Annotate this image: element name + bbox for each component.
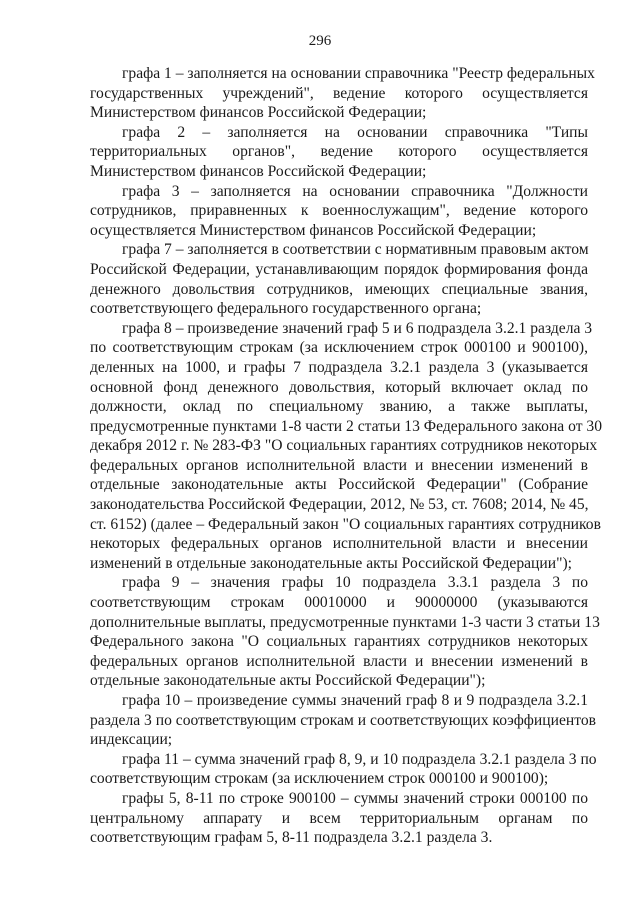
- paragraph: [90, 691, 596, 750]
- paragraph-line: графа 11 – сумма значений граф 8, 9, и 10 подраздела 3.2.1 раздела 3 по: [122, 750, 597, 768]
- paragraph-line: графа 3 – заполняется на основании справочника "Должности: [122, 182, 588, 200]
- paragraph-line: территориальных органов", ведение которого осуществляется: [90, 143, 588, 161]
- paragraph-line: графа 2 – заполняется на основании справочника "Типы: [122, 123, 588, 141]
- paragraph-line: ст. 6152) (далее – Федеральный закон "О социальных гарантиях сотрудников: [90, 515, 601, 533]
- paragraph-line: Федерального закона "О социальных гарантиях сотрудников некоторых: [90, 633, 588, 651]
- paragraph-line: графа 10 – произведение суммы значений граф 8 и 9 подраздела 3.2.1: [122, 692, 588, 709]
- paragraph: [90, 123, 588, 182]
- paragraph-line: соответствующим строкам (за исключением строк 000100 и 900100);: [90, 770, 549, 788]
- paragraph-line: индексации;: [90, 731, 173, 749]
- paragraph-line: денежного довольствия сотрудников, имеющих специальные звания,: [90, 280, 588, 298]
- paragraph-line: декабря 2012 г. № 283-ФЗ "О социальных гарантиях сотрудников некоторых: [90, 437, 598, 455]
- paragraph: [90, 319, 603, 574]
- paragraph-line: предусмотренные пунктами 1-8 части 2 статьи 13 Федерального закона от 30: [90, 417, 603, 435]
- paragraph: [90, 240, 588, 318]
- paragraph-line: соответствующим строкам 00010000 и 90000000 (указываются: [90, 594, 588, 612]
- paragraph-line: отдельные законодательные акты Российской Федерации");: [90, 672, 486, 690]
- document-body: [90, 64, 603, 848]
- paragraph-line: соответствующим графам 5, 8-11 подраздела 3.2.1 раздела 3.: [90, 829, 493, 847]
- paragraph-line: дополнительные выплаты, предусмотренные пунктами 1-3 части 3 статьи 13: [90, 613, 600, 631]
- page-number: 296: [308, 33, 332, 49]
- paragraph-line: графа 7 – заполняется в соответствии с нормативным правовым актом: [122, 241, 589, 259]
- paragraph-line: законодательства Российской Федерации, 2012, № 53, ст. 7608; 2014, № 45,: [90, 496, 589, 514]
- paragraph-line: Министерством финансов Российской Федерации;: [90, 104, 427, 122]
- paragraph: [90, 789, 588, 848]
- paragraph-line: государственных учреждений", ведение которого осуществляется: [90, 84, 588, 102]
- paragraph: [90, 750, 597, 789]
- paragraph-line: Министерством финансов Российской Федерации;: [90, 162, 427, 180]
- paragraph-line: Российской Федерации, устанавливающим порядок формирования фонда: [90, 260, 588, 278]
- paragraph-line: основной фонд денежного довольствия, который включает оклад по: [90, 378, 588, 396]
- paragraph-line: осуществляется Министерством финансов Российской Федерации;: [90, 221, 537, 239]
- paragraph-line: по соответствующим строкам (за исключением строк 000100 и 900100),: [90, 339, 588, 357]
- paragraph-line: некоторых федеральных органов исполнительной власти и внесении: [90, 535, 588, 553]
- paragraph-line: графа 8 – произведение значений граф 5 и 6 подраздела 3.2.1 раздела 3: [122, 319, 593, 337]
- paragraph-line: соответствующего федерального государственного органа;: [90, 300, 482, 318]
- paragraph-line: федеральных органов исполнительной власти и внесении изменений в: [90, 456, 588, 474]
- paragraph-line: центральному аппарату и всем территориальным органам по: [90, 809, 588, 827]
- paragraph-line: федеральных органов исполнительной власти и внесении изменений в: [90, 652, 588, 670]
- paragraph-line: сотрудников, приравненных к военнослужащим", ведение которого: [90, 202, 588, 220]
- paragraph: [90, 573, 600, 691]
- paragraph-line: деленных на 1000, и графы 7 подраздела 3.2.1 раздела 3 (указывается: [90, 358, 588, 376]
- paragraph-line: отдельные законодательные акты Российской Федерации" (Собрание: [90, 476, 588, 494]
- paragraph-line: раздела 3 по соответствующим строкам и соответствующих коэффициентов: [90, 711, 596, 729]
- paragraph: [90, 182, 588, 241]
- paragraph-line: графа 9 – значения графы 10 подраздела 3.3.1 раздела 3 по: [122, 574, 588, 592]
- paragraph-line: должности, оклад по специальному званию, а также выплаты,: [90, 398, 588, 416]
- paragraph-line: изменений в отдельные законодательные акты Российской Федерации");: [90, 554, 572, 572]
- paragraph: [90, 64, 595, 123]
- paragraph-line: графы 5, 8-11 по строке 900100 – суммы значений строки 000100 по: [122, 789, 588, 807]
- paragraph-line: графа 1 – заполняется на основании справочника "Реестр федеральных: [122, 65, 595, 82]
